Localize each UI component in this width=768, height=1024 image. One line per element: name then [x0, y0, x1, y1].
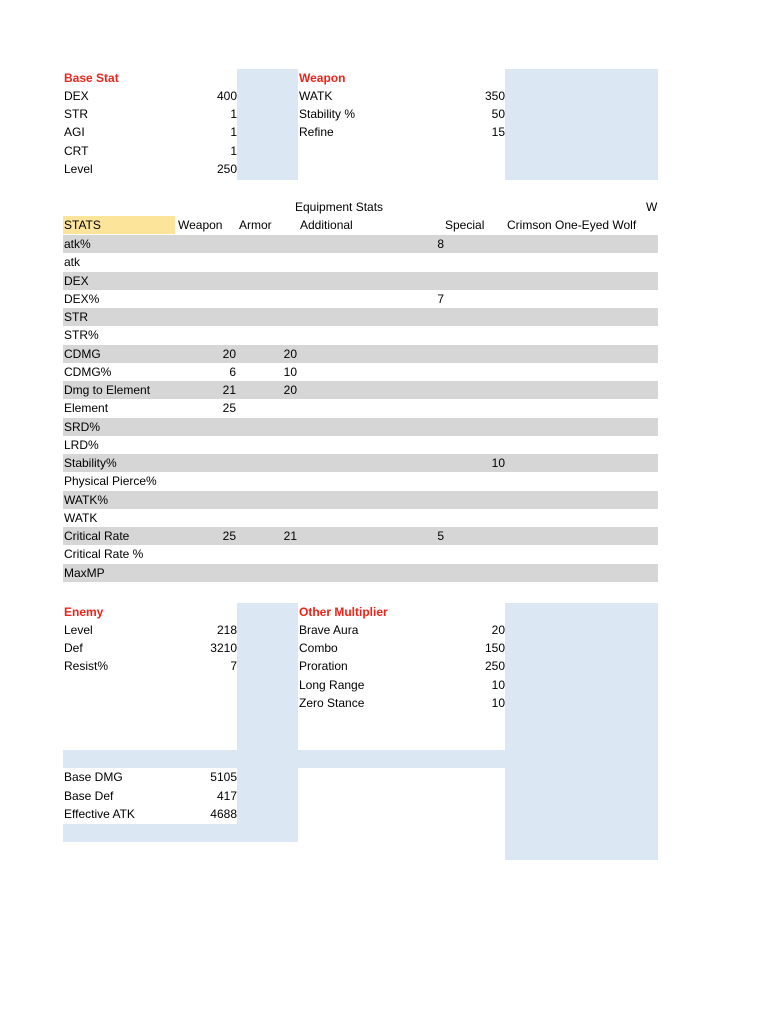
armor-cell[interactable]	[237, 509, 297, 527]
special-cell[interactable]	[445, 363, 505, 381]
special-cell[interactable]	[445, 235, 505, 253]
stat-row-label: MaxMP	[64, 566, 105, 580]
row-shading	[63, 527, 658, 545]
row-shading	[63, 345, 658, 363]
multiplier-label: Proration	[299, 659, 348, 673]
armor-cell[interactable]: 20	[283, 383, 297, 397]
additional-cell[interactable]	[384, 454, 444, 472]
result-label: Base Def	[64, 789, 114, 803]
multiplier-label: Long Range	[299, 678, 365, 692]
armor-cell[interactable]: 20	[283, 347, 297, 361]
base-stat-value[interactable]: 1	[230, 107, 237, 121]
base-stat-label: DEX	[64, 89, 89, 103]
special-cell[interactable]	[445, 290, 505, 308]
armor-cell[interactable]	[237, 235, 297, 253]
armor-cell[interactable]	[237, 545, 297, 563]
additional-cell[interactable]	[384, 436, 444, 454]
stat-row-label: Critical Rate	[64, 529, 130, 543]
result-label: Base DMG	[64, 770, 123, 784]
special-cell[interactable]	[445, 564, 505, 582]
weapon-blue-cell	[505, 69, 658, 180]
stat-row-label: DEX%	[64, 292, 100, 306]
weapon-value[interactable]: 350	[484, 89, 505, 103]
stat-row-label: atk%	[64, 237, 91, 251]
additional-cell[interactable]	[384, 363, 444, 381]
row-shading	[63, 308, 658, 326]
armor-cell[interactable]	[237, 308, 297, 326]
multiplier-value[interactable]: 250	[484, 659, 505, 673]
row-shading	[63, 381, 658, 399]
base-stat-title: Base Stat	[64, 71, 119, 85]
stat-row-label: SRD%	[64, 420, 101, 434]
stat-row-label: Stability%	[64, 456, 117, 470]
special-cell[interactable]	[445, 345, 505, 363]
weapon-cell[interactable]: 25	[222, 401, 236, 415]
special-cell[interactable]	[445, 272, 505, 290]
weapon-cell[interactable]	[176, 564, 236, 582]
additional-cell[interactable]	[384, 509, 444, 527]
stat-row-label: atk	[64, 255, 81, 269]
row-shading	[63, 564, 658, 582]
additional-cell[interactable]	[384, 472, 444, 490]
weapon-cell[interactable]: 20	[222, 347, 236, 361]
special-column-header: Special	[445, 218, 485, 232]
weapon-label: Refine	[299, 125, 334, 139]
special-cell[interactable]: 10	[491, 456, 505, 470]
result-label: Effective ATK	[64, 807, 135, 821]
other-multiplier-title: Other Multiplier	[299, 605, 388, 619]
weapon-cell[interactable]	[176, 545, 236, 563]
weapon-column-header: Weapon	[178, 218, 223, 232]
enemy-label: Resist%	[64, 659, 109, 673]
enemy-value[interactable]: 3210	[210, 641, 237, 655]
base-stat-value[interactable]: 1	[230, 125, 237, 139]
result-value: 4688	[210, 807, 237, 821]
result-value: 5105	[210, 770, 237, 784]
multiplier-value[interactable]: 10	[491, 696, 505, 710]
enemy-value[interactable]: 7	[230, 659, 237, 673]
separator-blue-band	[63, 750, 505, 768]
crimson-column-header: Crimson One-Eyed Wolf	[507, 218, 637, 232]
armor-cell[interactable]	[237, 418, 297, 436]
stat-row-label: CDMG	[64, 347, 101, 361]
armor-cell[interactable]	[237, 436, 297, 454]
special-cell[interactable]	[445, 418, 505, 436]
row-shading	[63, 454, 658, 472]
weapon-cell[interactable]	[176, 290, 236, 308]
base-stat-label: STR	[64, 107, 88, 121]
stat-row-label: WATK	[64, 511, 98, 525]
additional-cell[interactable]	[384, 308, 444, 326]
stats-header-cell	[63, 216, 175, 234]
multiplier-value[interactable]: 20	[491, 623, 505, 637]
special-cell[interactable]	[445, 253, 505, 271]
special-cell[interactable]	[445, 491, 505, 509]
row-shading	[63, 418, 658, 436]
multiplier-value[interactable]: 10	[491, 678, 505, 692]
additional-cell[interactable]	[384, 545, 444, 563]
additional-cell[interactable]	[384, 272, 444, 290]
armor-column-header: Armor	[239, 218, 272, 232]
special-cell[interactable]	[445, 308, 505, 326]
weapon-cell[interactable]	[176, 436, 236, 454]
enemy-blue-column	[237, 603, 298, 842]
stat-row-label: LRD%	[64, 438, 99, 452]
stat-row-label: Dmg to Element	[64, 383, 151, 397]
multiplier-label: Combo	[299, 641, 338, 655]
armor-cell[interactable]	[237, 272, 297, 290]
enemy-value[interactable]: 218	[216, 623, 237, 637]
additional-cell[interactable]: 7	[437, 292, 444, 306]
weapon-value[interactable]: 15	[491, 125, 505, 139]
special-cell[interactable]	[445, 326, 505, 344]
stats-header-label: STATS	[64, 218, 101, 232]
results-blue-band	[63, 824, 298, 842]
multiplier-label: Brave Aura	[299, 623, 359, 637]
additional-column-header: Additional	[300, 218, 353, 232]
enemy-label: Def	[64, 641, 83, 655]
armor-cell[interactable]	[237, 491, 297, 509]
stat-row-label: Physical Pierce%	[64, 474, 157, 488]
weapon-cell[interactable]	[176, 454, 236, 472]
additional-cell[interactable]: 8	[437, 237, 444, 251]
weapon-cell[interactable]	[176, 418, 236, 436]
special-cell[interactable]	[445, 399, 505, 417]
weapon-cell[interactable]	[176, 253, 236, 271]
additional-cell[interactable]	[384, 345, 444, 363]
special-cell[interactable]	[445, 545, 505, 563]
stat-row-label: CDMG%	[64, 365, 112, 379]
weapon-label: Stability %	[299, 107, 356, 121]
base-stat-value[interactable]: 400	[216, 89, 237, 103]
weapon-cell[interactable]	[176, 472, 236, 490]
stat-row-label: Critical Rate %	[64, 547, 144, 561]
weapon-cell[interactable]	[176, 272, 236, 290]
armor-cell[interactable]	[237, 399, 297, 417]
weapon-title: Weapon	[299, 71, 346, 85]
stat-row-label: STR	[64, 310, 88, 324]
additional-cell[interactable]	[384, 564, 444, 582]
base-stat-blue-cell	[237, 69, 298, 180]
additional-cell[interactable]	[384, 326, 444, 344]
row-shading	[63, 491, 658, 509]
armor-cell[interactable]: 10	[283, 365, 297, 379]
armor-cell[interactable]	[237, 290, 297, 308]
base-stat-value[interactable]: 250	[216, 162, 237, 176]
multiplier-value[interactable]: 150	[484, 641, 505, 655]
enemy-title: Enemy	[64, 605, 104, 619]
armor-cell[interactable]	[237, 454, 297, 472]
stat-row-label: WATK%	[64, 493, 108, 507]
result-value: 417	[216, 789, 237, 803]
armor-cell[interactable]	[237, 326, 297, 344]
additional-cell[interactable]	[384, 381, 444, 399]
armor-cell[interactable]: 21	[283, 529, 297, 543]
weapon-cell[interactable]	[176, 308, 236, 326]
special-cell[interactable]	[445, 509, 505, 527]
truncated-column-header: W	[646, 200, 658, 214]
weapon-cell[interactable]	[176, 509, 236, 527]
stat-row-label: DEX	[64, 274, 89, 288]
weapon-label: WATK	[299, 89, 333, 103]
stat-row-label: Element	[64, 401, 109, 415]
special-cell[interactable]	[445, 381, 505, 399]
additional-cell[interactable]	[384, 399, 444, 417]
enemy-label: Level	[64, 623, 93, 637]
additional-cell[interactable]	[384, 418, 444, 436]
armor-cell[interactable]	[237, 472, 297, 490]
additional-cell[interactable]: 5	[437, 529, 444, 543]
base-stat-value[interactable]: 1	[230, 144, 237, 158]
multiplier-blue-column	[505, 603, 658, 860]
armor-cell[interactable]	[237, 253, 297, 271]
special-cell[interactable]	[445, 527, 505, 545]
armor-cell[interactable]	[237, 564, 297, 582]
weapon-cell[interactable]: 21	[222, 383, 236, 397]
base-stat-label: CRT	[64, 144, 89, 158]
row-shading	[63, 272, 658, 290]
stat-row-label: STR%	[64, 328, 99, 342]
weapon-cell[interactable]	[176, 326, 236, 344]
weapon-value[interactable]: 50	[491, 107, 505, 121]
multiplier-label: Zero Stance	[299, 696, 365, 710]
weapon-cell[interactable]	[176, 491, 236, 509]
base-stat-label: AGI	[64, 125, 85, 139]
weapon-cell[interactable]: 6	[229, 365, 236, 379]
additional-cell[interactable]	[384, 491, 444, 509]
base-stat-label: Level	[64, 162, 93, 176]
special-cell[interactable]	[445, 436, 505, 454]
equipment-stats-header: Equipment Stats	[295, 200, 384, 214]
special-cell[interactable]	[445, 472, 505, 490]
row-shading	[63, 235, 658, 253]
additional-cell[interactable]	[384, 253, 444, 271]
weapon-cell[interactable]	[176, 235, 236, 253]
weapon-cell[interactable]: 25	[222, 529, 236, 543]
